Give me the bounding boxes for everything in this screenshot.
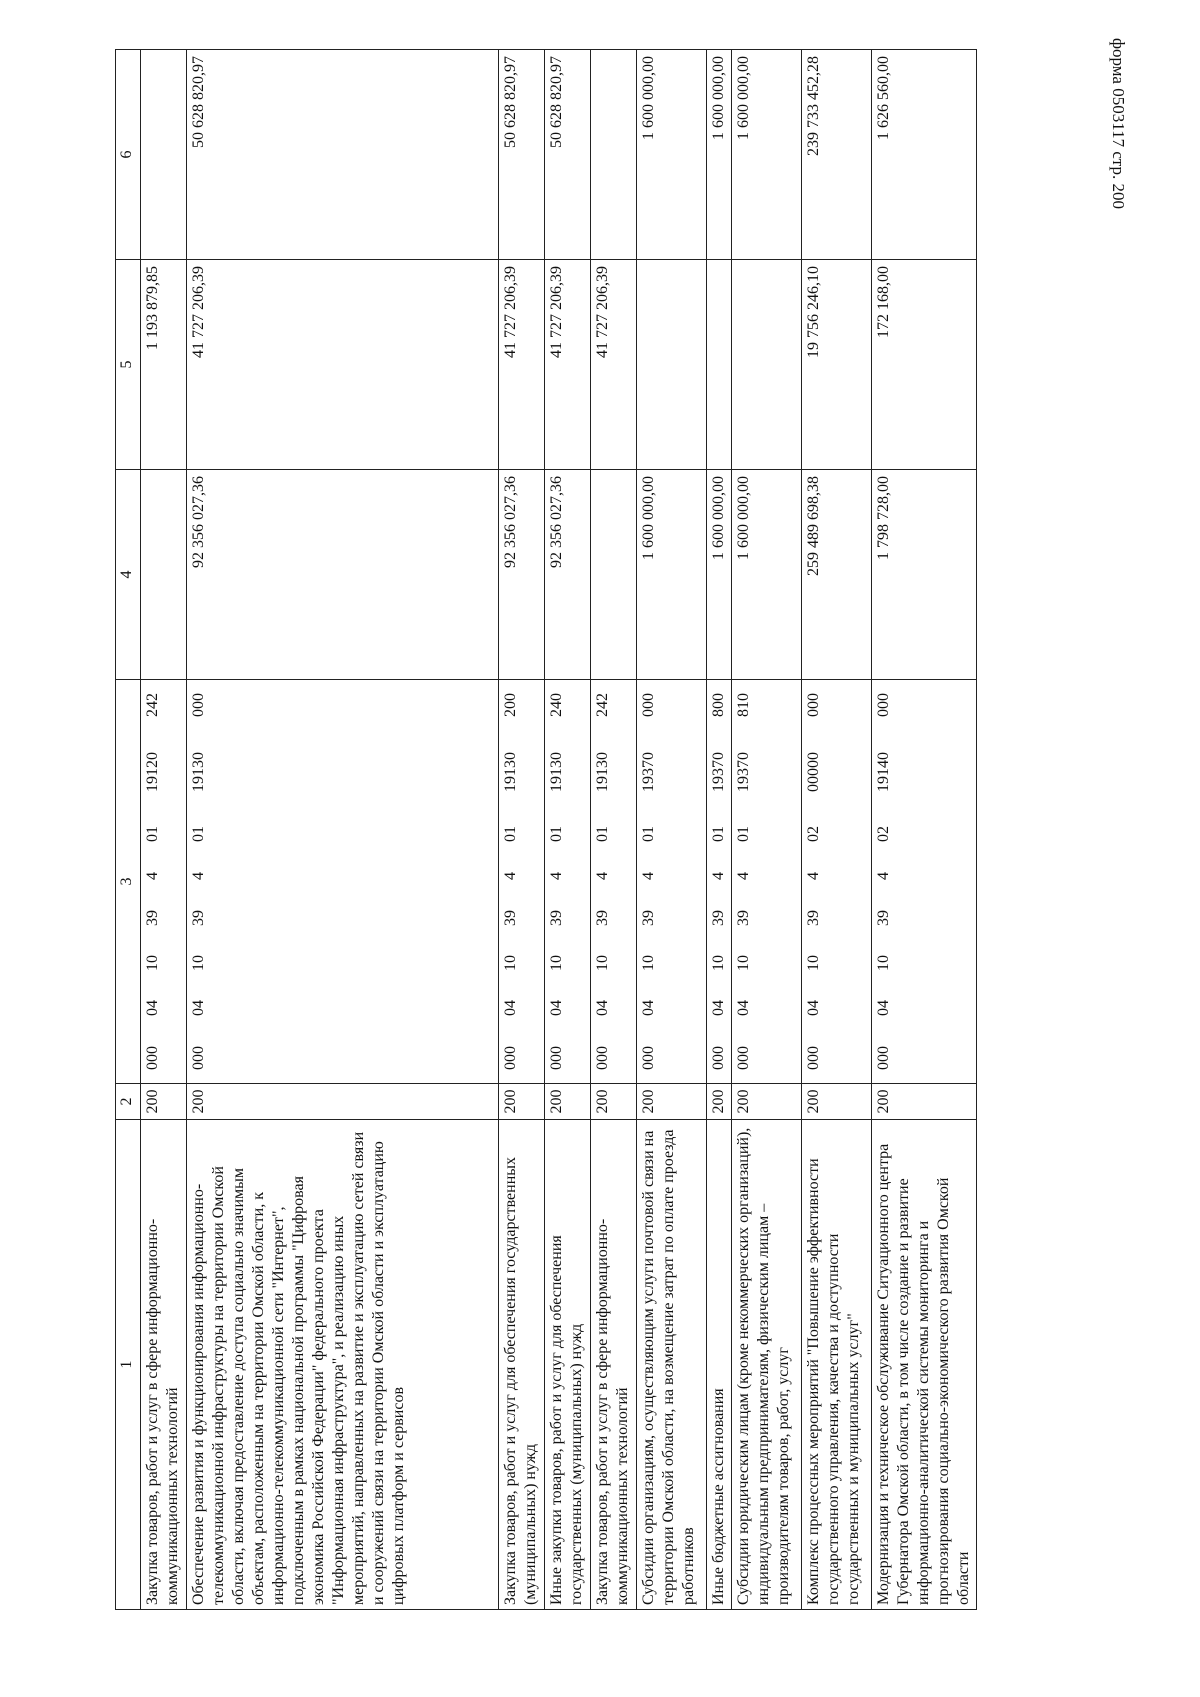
row-executed-amount [707,260,732,470]
code-segment: 01 [144,826,161,842]
row-line-code: 200 [637,1084,707,1120]
code-segment: 19130 [548,752,565,792]
code-segment: 10 [548,955,565,971]
row-unexecuted-amount: 50 628 820,97 [187,50,499,260]
row-executed-amount: 41 727 206,39 [591,260,637,470]
code-segment: 10 [594,955,611,971]
code-segment: 4 [144,872,161,880]
table-row [802,50,872,1610]
code-segment: 01 [548,826,565,842]
row-executed-amount: 1 193 879,85 [141,260,187,470]
code-segment: 242 [144,693,161,717]
code-segment: 04 [710,1000,727,1016]
code-segment: 810 [735,693,752,717]
row-classification-code [545,680,591,1084]
row-classification-code [637,680,707,1084]
row-name: Закупка товаров, работ и услуг для обеспечения государственных (муниципальных) нужд [499,1120,545,1610]
row-classification-code [591,680,637,1084]
row-classification-code [802,680,872,1084]
code-segment: 4 [594,872,611,880]
column-number-row [116,50,141,1610]
code-segment: 04 [640,1000,657,1016]
row-line-code: 200 [545,1084,591,1120]
code-segment: 39 [594,910,611,926]
row-name: Обеспечение развития и функционирования информационно-телекоммуникационной инфраструктуры на территории Омской области, включая предоставление доступа социально значимым объектам, расположенным на территории Омской области, к информационно-телекоммуникационной сети "Интернет", подключенным в рамках национальной программы "Цифровая экономика Российской Федерации" федерального проекта "Информационная инфраструктура", и реализацию иных мероприятий, направленных на развитие и эксплуатацию сетей связи и сооружений связи на территории Омской области и эксплуатацию цифровых платформ и сервисов [187,1120,499,1610]
code-segment: 39 [805,910,822,926]
row-executed-amount [637,260,707,470]
row-line-code: 200 [591,1084,637,1120]
row-classification-code [187,680,499,1084]
row-executed-amount: 41 727 206,39 [187,260,499,470]
row-unexecuted-amount [141,50,187,260]
column-header-4: 4 [116,470,141,680]
code-segment: 000 [875,1046,892,1070]
table-row [545,50,591,1610]
row-approved-amount: 1 600 000,00 [707,470,732,680]
row-line-code: 200 [187,1084,499,1120]
code-segment: 39 [640,910,657,926]
row-name: Субсидии юридическим лицам (кроме некоммерческих организаций), индивидуальным предпринимателям, физическим лицам – производителям товаров, работ, услуг [732,1120,802,1610]
code-segment: 01 [190,826,207,842]
code-segment: 04 [594,1000,611,1016]
code-segment: 000 [594,1046,611,1070]
table-row [872,50,977,1610]
code-segment: 39 [735,910,752,926]
code-segment: 000 [502,1046,519,1070]
code-segment: 4 [710,872,727,880]
table-row [499,50,545,1610]
code-segment: 39 [875,910,892,926]
code-segment: 19130 [594,752,611,792]
row-classification-code [707,680,732,1084]
code-segment: 04 [144,1000,161,1016]
row-approved-amount: 259 489 698,38 [802,470,872,680]
row-executed-amount: 172 168,00 [872,260,977,470]
code-segment: 4 [735,872,752,880]
row-line-code: 200 [499,1084,545,1120]
column-header-3: 3 [116,680,141,1084]
row-executed-amount [732,260,802,470]
row-unexecuted-amount [591,50,637,260]
table-row [187,50,499,1610]
column-header-6: 6 [116,50,141,260]
code-segment: 01 [502,826,519,842]
code-segment: 19130 [190,752,207,792]
code-segment: 10 [805,955,822,971]
code-segment: 04 [875,1000,892,1016]
code-segment: 000 [710,1046,727,1070]
row-unexecuted-amount: 1 626 560,00 [872,50,977,260]
row-name: Модернизация и техническое обслуживание Ситуационного центра Губернатора Омской области, в том числе создание и развитие информационно-аналитической системы мониторинга и прогнозирования социально-экономического развития Омской области [872,1120,977,1610]
row-approved-amount: 1 600 000,00 [732,470,802,680]
code-segment: 19370 [735,752,752,792]
code-segment: 10 [875,955,892,971]
code-segment: 01 [710,826,727,842]
row-executed-amount: 19 756 246,10 [802,260,872,470]
code-segment: 000 [735,1046,752,1070]
row-classification-code [141,680,187,1084]
code-segment: 000 [805,693,822,717]
code-segment: 19140 [875,752,892,792]
row-approved-amount: 92 356 027,36 [187,470,499,680]
code-segment: 10 [502,955,519,971]
row-name: Закупка товаров, работ и услуг в сфере информационно-коммуникационных технологий [591,1120,637,1610]
row-classification-code [732,680,802,1084]
code-segment: 4 [548,872,565,880]
budget-execution-table [115,49,977,1610]
table-row [707,50,732,1610]
table-row [591,50,637,1610]
code-segment: 00000 [805,752,822,792]
column-header-5: 5 [116,260,141,470]
row-approved-amount: 92 356 027,36 [545,470,591,680]
code-segment: 200 [502,693,519,717]
row-unexecuted-amount: 1 600 000,00 [732,50,802,260]
code-segment: 04 [805,1000,822,1016]
row-approved-amount [141,470,187,680]
code-segment: 000 [190,693,207,717]
row-unexecuted-amount: 1 600 000,00 [707,50,732,260]
code-segment: 39 [710,910,727,926]
code-segment: 19370 [710,752,727,792]
code-segment: 000 [640,693,657,717]
row-classification-code [872,680,977,1084]
code-segment: 10 [735,955,752,971]
row-classification-code [499,680,545,1084]
row-executed-amount: 41 727 206,39 [499,260,545,470]
row-line-code: 200 [732,1084,802,1120]
code-segment: 10 [144,955,161,971]
row-unexecuted-amount: 50 628 820,97 [545,50,591,260]
row-unexecuted-amount: 50 628 820,97 [499,50,545,260]
row-approved-amount: 1 798 728,00 [872,470,977,680]
table-row [732,50,802,1610]
code-segment: 04 [502,1000,519,1016]
table-row [141,50,187,1610]
code-segment: 000 [548,1046,565,1070]
code-segment: 240 [548,693,565,717]
code-segment: 4 [875,872,892,880]
row-line-code: 200 [141,1084,187,1120]
row-approved-amount [591,470,637,680]
code-segment: 10 [190,955,207,971]
code-segment: 4 [502,872,519,880]
row-name: Иные бюджетные ассигнования [707,1120,732,1610]
code-segment: 10 [710,955,727,971]
code-segment: 01 [640,826,657,842]
code-segment: 000 [805,1046,822,1070]
code-segment: 10 [640,955,657,971]
code-segment: 4 [640,872,657,880]
budget-report-sheet [115,50,1200,1610]
code-segment: 01 [594,826,611,842]
column-header-2: 2 [116,1084,141,1120]
row-name: Субсидии организациям, осуществляющим услуги почтовой связи на территории Омской области, на возмещение затрат по оплате проезда работников [637,1120,707,1610]
row-line-code: 200 [707,1084,732,1120]
row-name: Комплекс процессных мероприятий "Повышение эффективности государственного управления, качества и доступности государственных и муниципальных услуг" [802,1120,872,1610]
code-segment: 800 [710,693,727,717]
code-segment: 02 [805,826,822,842]
table-row [637,50,707,1610]
row-name: Закупка товаров, работ и услуг в сфере информационно-коммуникационных технологий [141,1120,187,1610]
code-segment: 02 [875,826,892,842]
code-segment: 39 [190,910,207,926]
row-executed-amount: 41 727 206,39 [545,260,591,470]
code-segment: 19130 [502,752,519,792]
code-segment: 19120 [144,752,161,792]
code-segment: 4 [805,872,822,880]
row-line-code: 200 [872,1084,977,1120]
row-name: Иные закупки товаров, работ и услуг для обеспечения государственных (муниципальных) нужд [545,1120,591,1610]
code-segment: 19370 [640,752,657,792]
code-segment: 000 [875,693,892,717]
row-line-code: 200 [802,1084,872,1120]
code-segment: 000 [640,1046,657,1070]
code-segment: 4 [190,872,207,880]
code-segment: 000 [190,1046,207,1070]
page-stamp: форма 0503117 стр. 200 [1109,38,1128,209]
code-segment: 000 [144,1046,161,1070]
code-segment: 39 [548,910,565,926]
row-approved-amount: 1 600 000,00 [637,470,707,680]
code-segment: 39 [144,910,161,926]
code-segment: 04 [190,1000,207,1016]
code-segment: 242 [594,693,611,717]
column-header-1: 1 [116,1120,141,1610]
row-unexecuted-amount: 239 733 452,28 [802,50,872,260]
code-segment: 01 [735,826,752,842]
code-segment: 39 [502,910,519,926]
row-unexecuted-amount: 1 600 000,00 [637,50,707,260]
row-approved-amount: 92 356 027,36 [499,470,545,680]
code-segment: 04 [735,1000,752,1016]
code-segment: 04 [548,1000,565,1016]
